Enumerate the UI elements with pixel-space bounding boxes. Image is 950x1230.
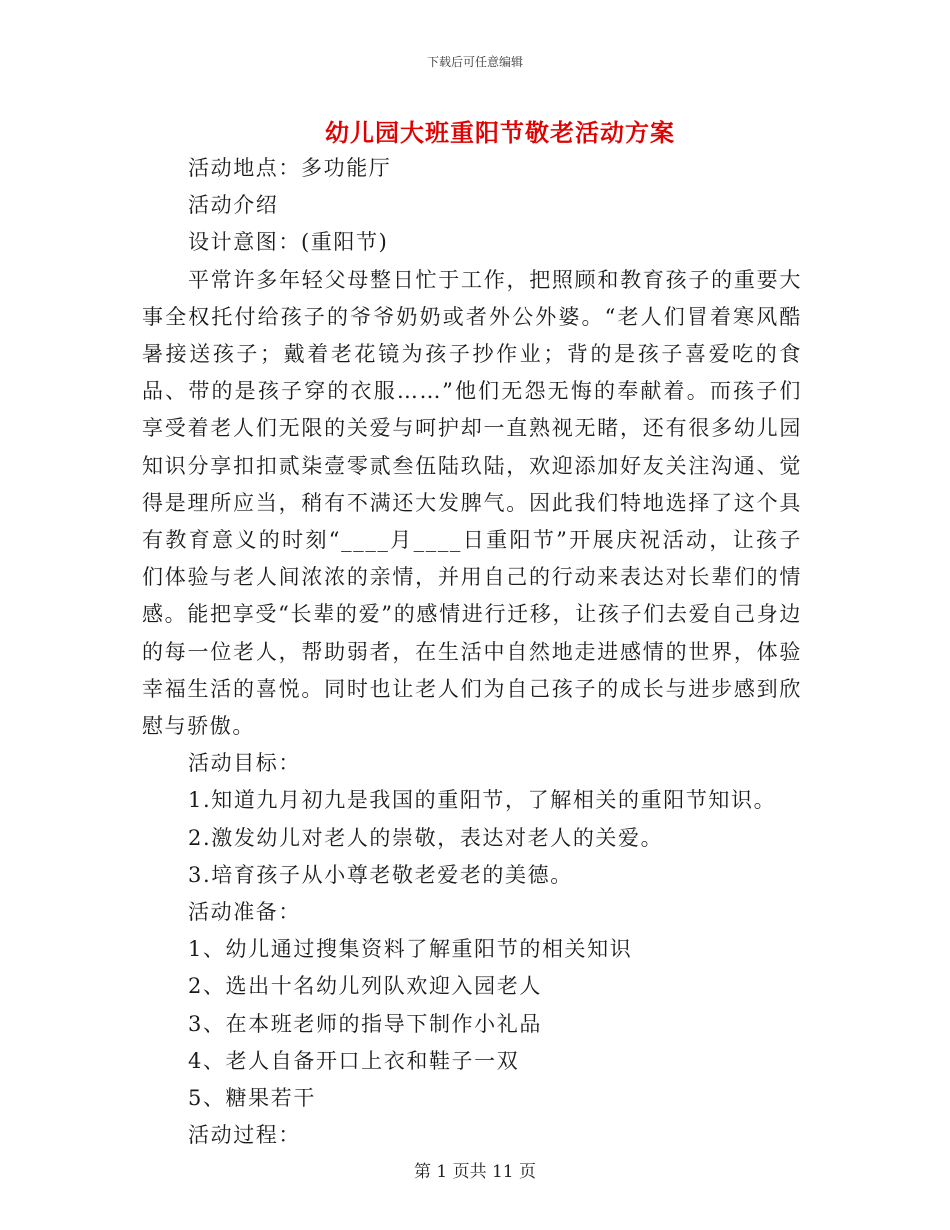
page-number-footer: 第 1 页共 11 页 bbox=[413, 1162, 537, 1182]
activity-location: 活动地点：多功能厅 bbox=[188, 156, 392, 180]
prep-heading: 活动准备： bbox=[188, 900, 301, 925]
prep-item-5: 5、糖果若干 bbox=[188, 1086, 316, 1111]
goal-item-3: 3.培育孩子从小尊老敬老爱老的美德。 bbox=[188, 862, 573, 887]
activity-intro-heading: 活动介绍 bbox=[188, 193, 279, 218]
goal-item-2: 2.激发幼儿对老人的崇敬，表达对老人的关爱。 bbox=[188, 825, 664, 850]
prep-item-1: 1、幼儿通过搜集资料了解重阳节的相关知识 bbox=[188, 937, 633, 962]
prep-item-2: 2、选出十名幼儿列队欢迎入园老人 bbox=[188, 974, 542, 999]
goal-item-1: 1.知道九月初九是我国的重阳节，了解相关的重阳节知识。 bbox=[188, 788, 777, 813]
document-body bbox=[142, 150, 802, 1154]
prep-item-3: 3、在本班老师的指导下制作小礼品 bbox=[188, 1011, 542, 1036]
prep-item-4: 4、老人自备开口上衣和鞋子一双 bbox=[188, 1048, 520, 1073]
process-heading: 活动过程： bbox=[188, 1123, 301, 1148]
design-intent: 设计意图：(重阳节) bbox=[188, 230, 389, 255]
intro-paragraph: 平常许多年轻父母整日忙于工作，把照顾和教育孩子的重要大事全权托付给孩子的爷爷奶奶或者外公外婆。“老人们冒着寒风酷暑接送孩子；戴着老花镜为孩子抄作业；背的是孩子喜爱吃的食品、带的是孩子穿的衣服……”他们无怨无悔的奉献着。而孩子们享受着老人们无限的关爱与呵护却一直熟视无睹，还有很多幼儿园知识分享扣扣贰柒壹零贰叁伍陆玖陆，欢迎添加好友关注沟通、觉得是理所应当，稍有不满还大发脾气。因此我们特地选择了这个具有教育意义的时刻“____月____日重阳节”开展庆祝活动，让孩子们体验与老人间浓浓的亲情，并用自己的行动来表达对长辈们的情感。能把享受“长辈的爱”的感情进行迁移，让孩子们去爱自己身边的每一位老人，帮助弱者，在生活中自然地走进感情的世界，体验幸福生活的喜悦。同时也让老人们为自己孩子的成长与进步感到欣慰与骄傲。 bbox=[142, 267, 802, 739]
page-header-note: 下载后可任意编辑 bbox=[426, 55, 523, 69]
goals-heading: 活动目标： bbox=[188, 751, 301, 776]
document-title: 幼儿园大班重阳节敬老活动方案 bbox=[325, 118, 675, 147]
